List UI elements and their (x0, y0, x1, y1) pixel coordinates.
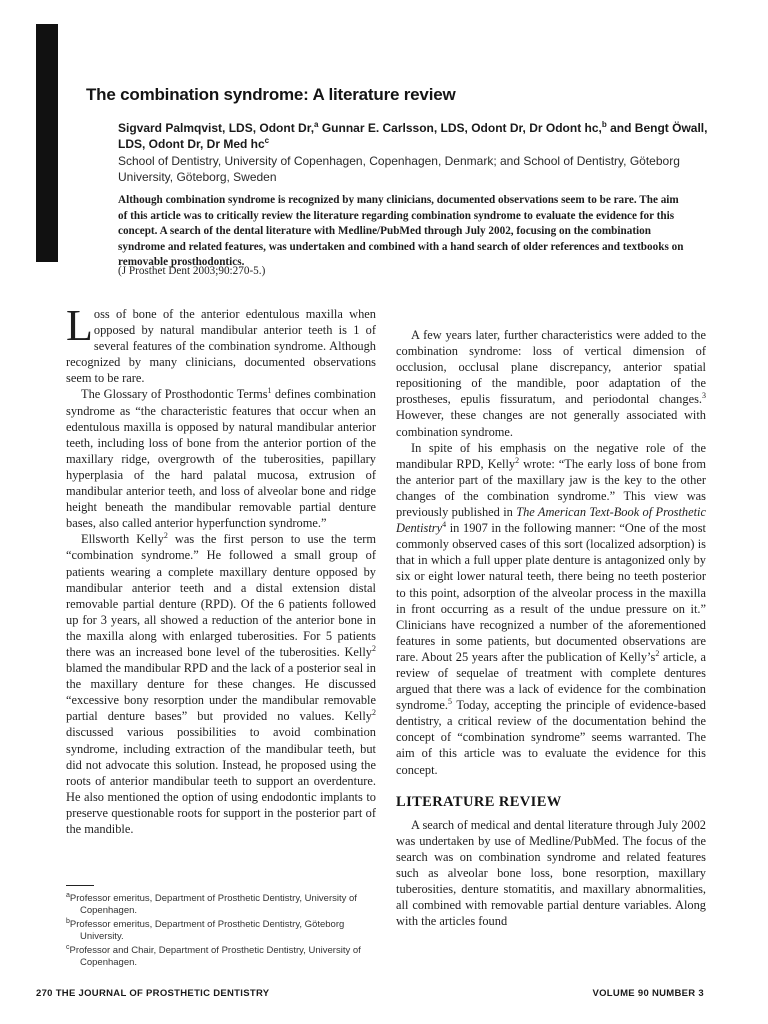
section-heading: LITERATURE REVIEW (396, 793, 562, 810)
body-paragraph (396, 440, 706, 778)
reference-number: 5 (447, 697, 452, 707)
paragraph-text: in 1907 in the following manner: “One of the most commonly observed cases of this sort (localized adsorption) is that in which a full upper plate denture is antagonized only by six or eight lower natural teeth, there being no teeth posterior to this point, adsorption of the alveolar process in the maxilla in front occurring as a result of the undue pressure on it.” Clinicians have recognized a number of the aforementioned features in some patients, but documented observations are rare. About 25 years after the publication of Kelly’s (396, 521, 706, 664)
footnote (66, 945, 384, 969)
paragraph-text: In spite of his emphasis on the negative role of the mandibular RPD, Kelly (396, 440, 706, 471)
reference-number: 3 (702, 391, 706, 401)
author-list (118, 120, 718, 152)
paragraph-text: discussed various possibilities to avoid combination syndrome, including extraction of the mandibular teeth, but did not advocate this solution. Instead, he proposed using the roots of anterior mandibular teeth to support an overdenture. He also mentioned the option of using endodontic implants to preserve questionable roots for support in the posterior part of the mandible. (66, 725, 376, 836)
body-column-right (396, 327, 706, 929)
reference-number: 2 (515, 455, 520, 465)
footnote-mark: b (66, 917, 70, 925)
footnote-text: Professor and Chair, Department of Prosthetic Dentistry, University of Copenhagen. (69, 945, 361, 968)
paragraph-text: article, a review of sequelae of treatment with complete dentures argued that there was a lack of evidence for the combination syndrome. (396, 649, 706, 713)
reference-number: 4 (442, 520, 447, 529)
body-paragraph: A search of medical and dental literature through July 2002 was undertaken by use of Medline/PubMed. The focus of the search was on combination syndrome and related features such as alveolar bone loss, bone resorption, maxillary tuberosities, denture stomatitis, and maxillary abnormalities, all combined with removable partial denture variables. Along with the articles found (396, 817, 706, 929)
paragraph-text: A few years later, further characteristics were added to the combination syndrome: loss of vertical dimension of occlusion, occlusal plane discrepancy, anterior spatial repositioning of the mandible, poor adaptation of the prostheses, epulis fissuratum, and periodontal changes. (396, 328, 706, 407)
footnotes (66, 893, 384, 971)
abstract: Although combination syndrome is recognized by many clinicians, documented observations seem to be rare. The aim of this article was to critically review the literature regarding combination syndrome to evaluate the evidence for this concept. A search of the dental literature with Medline/PubMed through July 2002, focusing on the combination syndrome and related features, was undertaken and combined with a hand search of older references and textbooks on removable prosthodontics. (118, 194, 684, 268)
drop-cap: L (66, 301, 93, 350)
author-footnote-mark: b (601, 120, 607, 129)
footnote-text: Professor emeritus, Department of Prosthetic Dentistry, University of Copenhagen. (69, 893, 357, 916)
paragraph-text: The Glossary of Prosthodontic Terms (81, 387, 268, 402)
footnote-mark: a (66, 891, 70, 899)
paragraph-text: However, these changes are not generally associated with combination syndrome. (396, 408, 706, 439)
footnote (66, 893, 384, 917)
section-marker-bar (36, 24, 58, 262)
author-footnote-mark: c (264, 136, 270, 145)
paragraph-text: was the first person to use the term “combination syndrome.” He followed a small group of patients wearing a complete maxillary denture opposed by mandibular anterior teeth and a distal extension distal removable partial denture (RPD). Of the 6 patients followed up for 3 years, all showed a reduction of the anterior bone in the maxilla along with enlarged tuberosities. For 5 patients there was an increased bone level of the tuberosities. Kelly (66, 532, 376, 659)
paragraph-text: Ellsworth Kelly (81, 532, 164, 547)
author-separator: and (606, 121, 635, 135)
journal-citation: (J Prosthet Dent 2003;90:270-5.) (118, 265, 266, 277)
paragraph-text: wrote: “The early loss of bone from the anterior part of the maxillary jaw is the key to the other changes of the combination syndrome.” This view was previously published in (396, 456, 707, 520)
running-footer-left: 270 THE JOURNAL OF PROSTHETIC DENTISTRY (36, 988, 270, 999)
footnote-text: Professor emeritus, Department of Prosthetic Dentistry, Göteborg University. (69, 919, 345, 942)
article-title: The combination syndrome: A literature review (86, 85, 456, 104)
author-affiliation: School of Dentistry, University of Copenhagen, Copenhagen, Denmark; and School of Dentistry, Göteborg University, Göteborg, Sweden (118, 154, 680, 184)
body-paragraph (396, 327, 706, 440)
body-column-left (66, 301, 376, 837)
paragraph-text: defines combination syndrome as “the characteristic features that occur when an edentulous maxilla is opposed by natural mandibular anterior teeth, including loss of bone from the anterior portion of the maxillary ridge, overgrowth of the tuberosities, papillary hyperplasia of the hard palatal mucosa, extrusion of mandibular anterior teeth, and loss of alveolar bone and ridge height beneath the mandibular removable partial denture bases, also called anterior hyperfunction syndrome.” (66, 387, 376, 531)
author-name: Gunnar E. Carlsson, LDS, Odont Dr, Dr Odont hc, (321, 121, 602, 135)
footnote-divider (66, 885, 94, 886)
author-footnote-mark: a (314, 120, 319, 129)
reference-number: 2 (655, 648, 660, 658)
footnote-mark: c (66, 943, 70, 951)
body-paragraph (66, 531, 376, 837)
author-name: Sigvard Palmqvist, LDS, Odont Dr, (118, 121, 315, 135)
running-footer-right: VOLUME 90 NUMBER 3 (592, 988, 704, 999)
author-name: Bengt Öwall, LDS, Odont Dr, Dr Med hc (118, 121, 708, 151)
body-paragraph (66, 301, 376, 386)
paragraph-text: blamed the mandibular RPD and the lack of a posterior seal in the maxillary denture for these changes. He discussed “excessive bony resorption under the mandibular removable partial denture bases” but provided no values. Kelly (66, 661, 376, 724)
reference-number: 2 (372, 643, 376, 653)
paragraph-text: oss of bone of the anterior edentulous maxilla when opposed by natural mandibular anterior teeth is 1 of several features of the combination syndrome. Although recognized by many clinicians, documented observations seem to be rare. (66, 307, 376, 386)
reference-number: 2 (372, 708, 376, 718)
cited-book-title: The American Text-Book of Prosthetic Dentistry (396, 505, 706, 536)
paragraph-text: Today, accepting the principle of evidence-based dentistry, a critical review of the documentation behind the concept of “combination syndrome” seems warranted. The aim of this article was to evaluate the evidence for this concept. (396, 698, 706, 777)
reference-number: 1 (267, 386, 272, 396)
body-paragraph (66, 386, 376, 531)
footnote (66, 919, 384, 943)
reference-number: 2 (163, 531, 168, 541)
